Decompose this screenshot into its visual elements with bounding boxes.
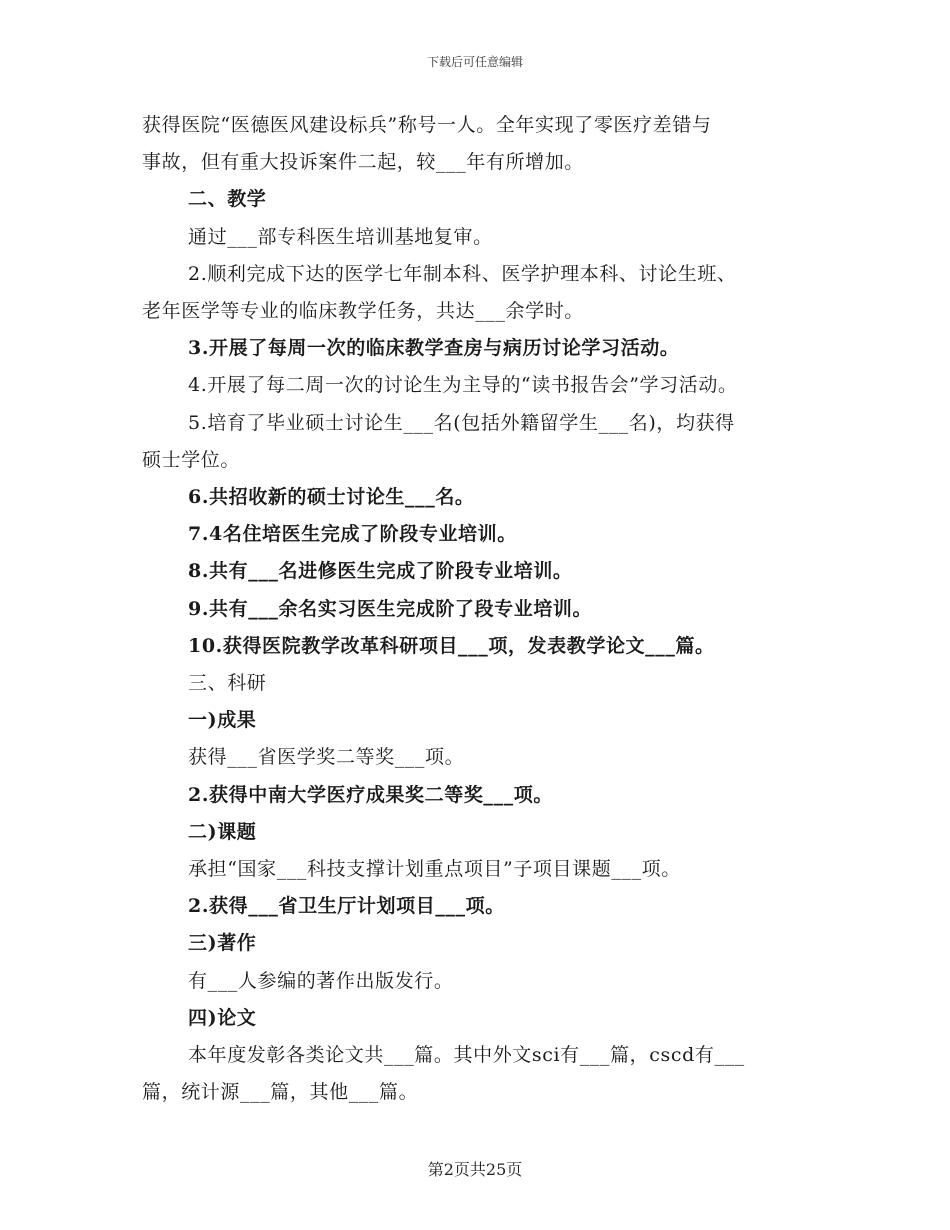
list-item: 2.获得___省卫生厅计划项目___项。 [188,895,505,918]
text-line: 老年医学等专业的临床教学任务，共达___余学时。 [142,300,584,323]
section-heading-teaching: 二、教学 [188,188,267,211]
document-body [142,107,810,1111]
text-line: 本年度发彰各类论文共___篇。其中外文sci有___篇，cscd有___ [188,1044,745,1067]
list-item: 9.共有___余名实习医生完成阶了段专业培训。 [188,597,593,620]
text-line: 承担“国家___科技支撑计划重点项目”子项目课题___项。 [188,858,681,881]
text-line: 篇，统计源___篇，其他___篇。 [142,1081,419,1104]
list-item: 3.开展了每周一次的临床教学查房与病历讨论学习活动。 [188,337,680,360]
text-line: 获得___省医学奖二等奖___项。 [188,746,465,769]
page-header: 下载后可任意编辑 [426,55,523,69]
list-item: 10.获得医院教学改革科研项目___项，发表教学论文___篇。 [188,634,715,657]
list-item: 2.获得中南大学医疗成果奖二等奖___项。 [188,783,553,806]
text-line: 事故，但有重大投诉案件二起，较___年有所增加。 [142,151,584,174]
text-line: 硕士学位。 [142,448,241,471]
list-item: 6.共招收新的硕士讨论生___名。 [188,486,475,509]
list-item: 5.培育了毕业硕士讨论生___名(包括外籍留学生___名)，均获得 [188,411,735,434]
list-item: 7.4名住培医生完成了阶段专业培训。 [188,523,517,546]
list-item: 4.开展了每二周一次的讨论生为主导的“读书报告会”学习活动。 [188,374,738,397]
section-heading-research: 三、科研 [188,672,267,695]
subsection-heading: 四)论文 [188,1006,257,1029]
text-line: 通过___部专科医生培训基地复审。 [188,225,493,248]
list-item: 8.共有___名进修医生完成了阶段专业培训。 [188,560,573,583]
subsection-heading: 二)课题 [188,820,257,843]
text-line: 有___人参编的著作出版发行。 [188,969,454,992]
text-line: 获得医院“医德医风建设标兵”称号一人。全年实现了零医疗差错与 [142,114,712,136]
subsection-heading: 三)著作 [188,932,257,955]
list-item: 2.顺利完成下达的医学七年制本科、医学护理本科、讨论生班、 [188,262,737,285]
page-footer: 第2页共25页 [427,1160,523,1179]
subsection-heading: 一)成果 [188,709,257,732]
